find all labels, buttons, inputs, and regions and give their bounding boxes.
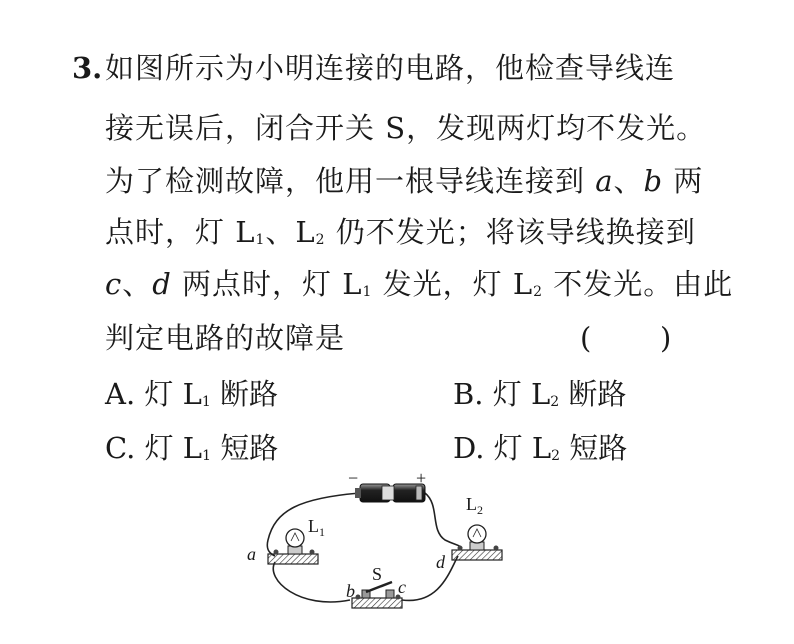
text: 两点时，灯 L: [171, 267, 363, 301]
subscript: 2: [533, 284, 544, 300]
point-d-label: d: [436, 552, 445, 572]
text: 点时，灯 L: [105, 215, 256, 249]
point-b-text: b: [643, 164, 664, 198]
switch-icon: [352, 582, 402, 608]
battery-icon: [355, 484, 425, 502]
question-line-2: 接无误后，闭合开关 S，发现两灯均不发光。: [105, 111, 707, 145]
answer-bracket-open: (: [580, 321, 592, 355]
text: 仍不发光；将该导线换接到: [325, 215, 696, 249]
subscript: 1: [255, 232, 266, 248]
text: L: [308, 516, 319, 536]
point-b-label: b: [346, 581, 355, 601]
separator: 、: [613, 164, 644, 198]
battery-plus-label: +: [416, 468, 427, 488]
wire-battery-to-l2: [425, 493, 462, 548]
question-line-1: 如图所示为小明连接的电路，他检查导线连: [105, 51, 676, 85]
subscript: 2: [550, 394, 560, 410]
option-text: 短路: [560, 431, 628, 465]
point-a-label: a: [247, 544, 256, 564]
separator: 、: [122, 267, 153, 301]
subscript: 2: [315, 232, 326, 248]
point-d-text: d: [152, 267, 172, 301]
option-text: 断路: [210, 377, 278, 411]
answer-bracket-close: ): [660, 321, 672, 355]
subscript: 1: [319, 525, 325, 539]
option-text: 短路: [211, 431, 279, 465]
option-text: 断路: [559, 377, 627, 411]
option-text: B. 灯 L: [453, 377, 551, 411]
text: 、L: [265, 215, 316, 249]
subscript: 1: [201, 394, 211, 410]
question-line-6: 判定电路的故障是: [105, 321, 346, 355]
subscript: 1: [202, 448, 211, 464]
battery-minus-label: −: [348, 468, 359, 488]
lamp-l1-label: [308, 516, 325, 539]
switch-label: S: [372, 564, 383, 584]
question-number: 3.: [72, 51, 103, 85]
point-c-text: c: [105, 267, 123, 301]
option-text: C. 灯 L: [105, 431, 203, 465]
text: 发光，灯 L: [372, 267, 534, 301]
point-a-text: a: [595, 164, 614, 198]
subscript: 2: [551, 448, 561, 464]
text: 为了检测故障，他用一根导线连接到: [105, 164, 596, 198]
subscript: 2: [477, 503, 483, 517]
option-text: D. 灯 L: [453, 431, 552, 465]
text: L: [466, 494, 477, 514]
text: 不发光。由此: [543, 267, 734, 301]
wire-switch-to-l2: [402, 556, 458, 600]
text: 两: [663, 164, 704, 198]
subscript: 1: [362, 284, 373, 300]
lamp-l2-icon: [452, 525, 502, 560]
wire-l1-to-switch: [273, 562, 350, 602]
point-c-label: c: [398, 577, 406, 597]
option-text: A. 灯 L: [105, 377, 202, 411]
lamp-l2-label: [466, 494, 483, 517]
